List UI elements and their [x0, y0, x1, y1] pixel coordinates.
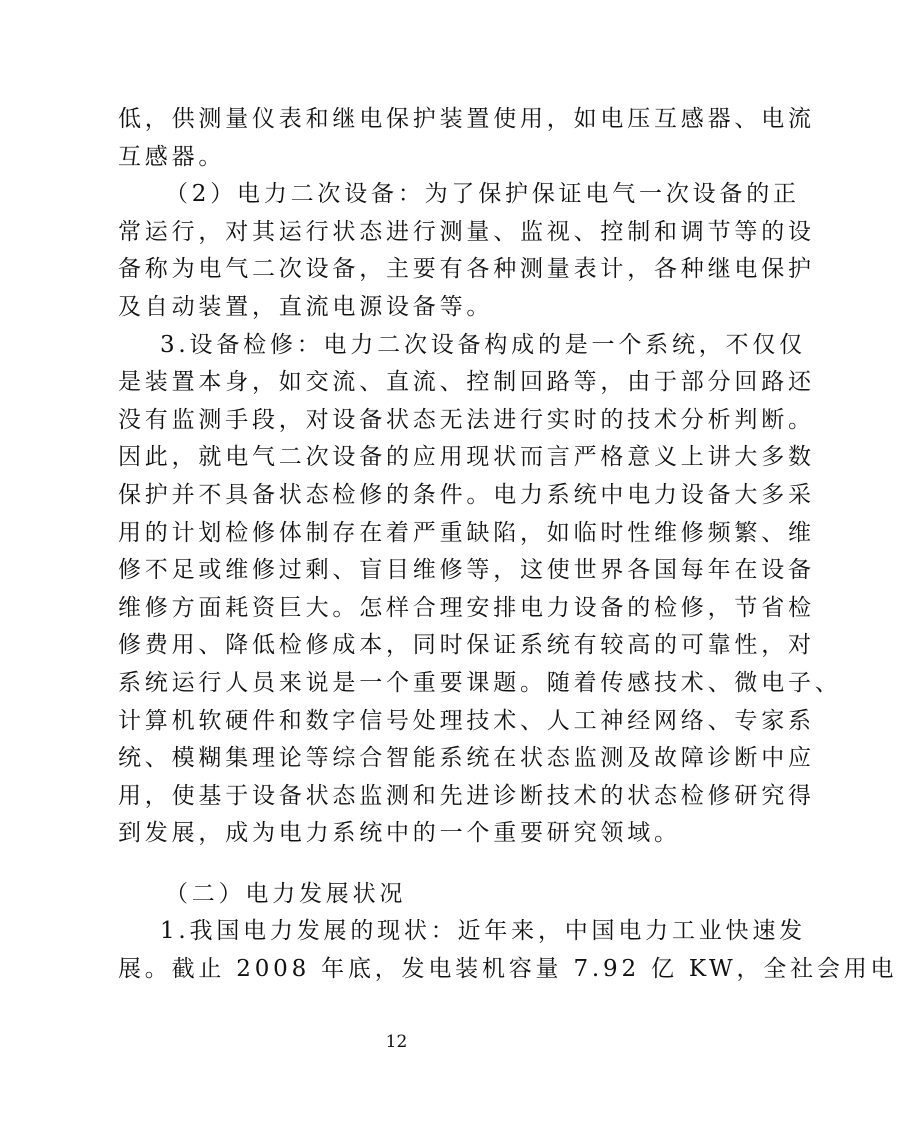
spacer	[118, 853, 678, 876]
text-line: 修不足或维修过剩、盲目维修等，这使世界各国每年在设备	[118, 557, 815, 584]
text-line: 统、模糊集理论等综合智能系统在状态监测及故障诊断中应	[118, 745, 815, 772]
paragraph-continuation	[118, 101, 815, 176]
text-line: 低，供测量仪表和继电保护装置使用，如电压互感器、电流	[118, 106, 815, 132]
paragraph-secondary-equipment	[118, 176, 815, 326]
text-line: 保护并不具备状态检修的条件。电力系统中电力设备大多采	[118, 481, 815, 508]
text-line: 系统运行人员来说是一个重要课题。随着传感技术、微电子、	[118, 669, 842, 696]
section-heading: （二）电力发展状况	[165, 880, 407, 907]
text-line: 互感器。	[118, 143, 226, 170]
paragraph-maintenance	[118, 327, 842, 853]
text-line: 1.我国电力发展的现状：近年来，中国电力工业快速发	[160, 918, 806, 945]
text-line: 备称为电气二次设备，主要有各种测量表计，各种继电保护	[118, 256, 815, 283]
text-line: （2）电力二次设备：为了保护保证电气一次设备的正	[165, 181, 800, 208]
paragraph-development	[118, 913, 897, 988]
text-line: 到发展，成为电力系统中的一个重要研究领域。	[118, 820, 681, 847]
text-line: 没有监测手段，对设备状态无法进行实时的技术分析判断。	[118, 406, 815, 433]
text-line: 展。截止 2008 年底，发电装机容量 7.92 亿 KW，全社会用电	[118, 956, 897, 983]
text-line: 用，使基于设备状态监测和先进诊断技术的状态检修研究得	[118, 782, 815, 809]
text-line: 常运行，对其运行状态进行测量、监视、控制和调节等的设	[118, 218, 815, 245]
page-number: 12	[385, 1032, 408, 1052]
text-line: 计算机软硬件和数字信号处理技术、人工神经网络、专家系	[118, 707, 815, 734]
text-line: 是装置本身，如交流、直流、控制回路等，由于部分回路还	[118, 369, 815, 396]
document-body	[118, 101, 897, 989]
text-line: 用的计划检修体制存在着严重缺陷，如临时性维修频繁、维	[118, 519, 815, 546]
text-line: 及自动装置，直流电源设备等。	[118, 293, 494, 320]
text-line: 3.设备检修：电力二次设备构成的是一个系统，不仅仅	[160, 331, 806, 358]
text-line: 维修方面耗资巨大。怎样合理安排电力设备的检修，节省检	[118, 594, 815, 621]
text-line: 修费用、降低检修成本，同时保证系统有较高的可靠性，对	[118, 632, 815, 659]
text-line: 因此，就电气二次设备的应用现状而言严格意义上讲大多数	[118, 444, 815, 471]
